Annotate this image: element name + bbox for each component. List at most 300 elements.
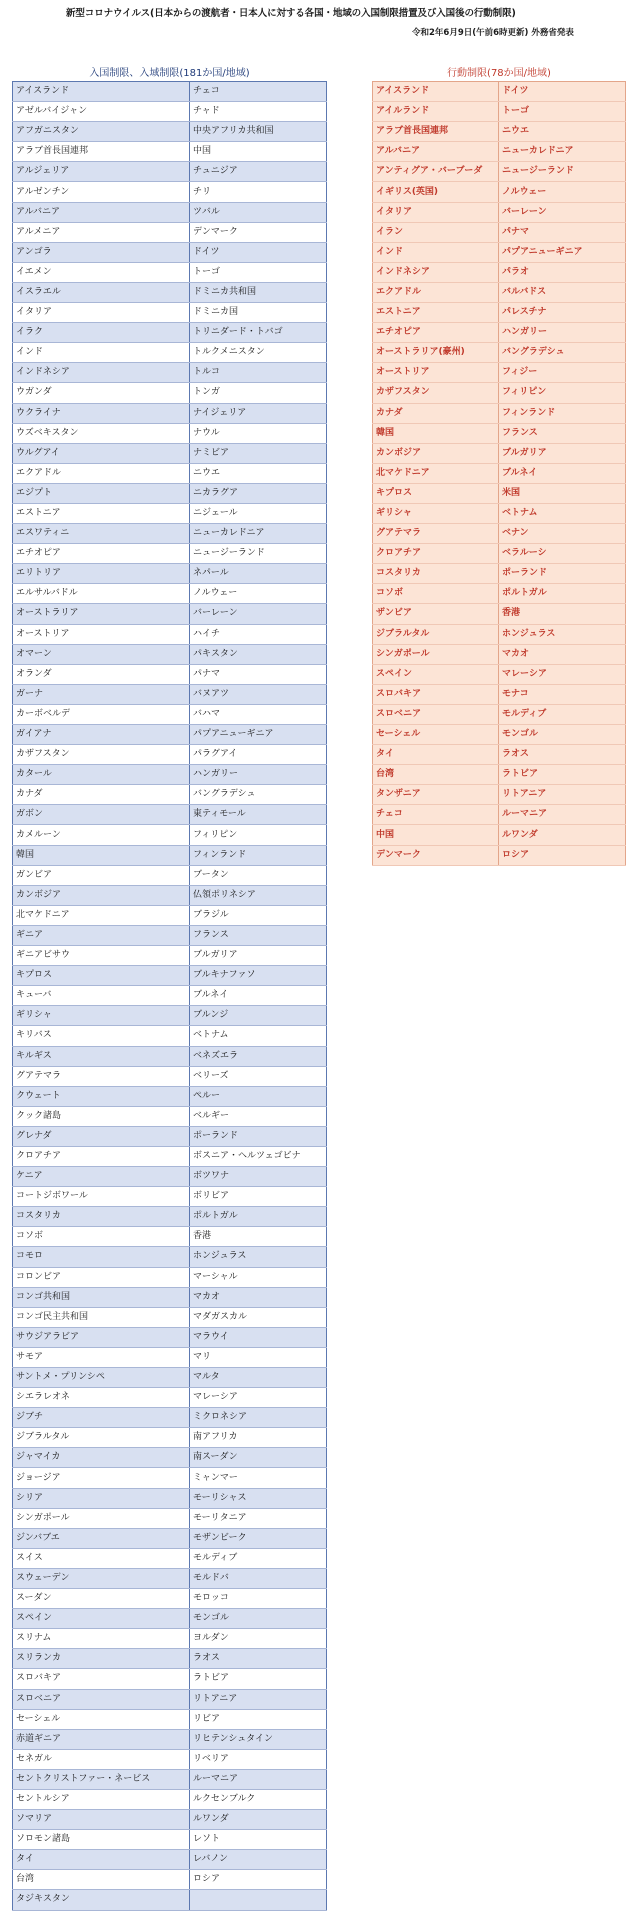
country-cell: デンマーク xyxy=(190,222,327,242)
country-cell: カナダ xyxy=(13,785,190,805)
country-cell: エクアドル xyxy=(13,463,190,483)
table-row xyxy=(13,1428,327,1448)
country-cell: ジョージア xyxy=(13,1468,190,1488)
country-cell: ベルギー xyxy=(190,1106,327,1126)
country-cell: フランス xyxy=(499,423,626,443)
country-cell: モルディブ xyxy=(499,704,626,724)
country-cell: マレーシア xyxy=(499,664,626,684)
table-row xyxy=(13,925,327,945)
table-row xyxy=(373,644,626,664)
country-cell: ルクセンブルク xyxy=(190,1789,327,1809)
country-cell: マダガスカル xyxy=(190,1307,327,1327)
country-cell: モーリシャス xyxy=(190,1488,327,1508)
table-row xyxy=(13,1769,327,1789)
country-cell: ナウル xyxy=(190,423,327,443)
country-cell: リトアニア xyxy=(499,785,626,805)
country-cell: ブータン xyxy=(190,865,327,885)
country-cell: レソト xyxy=(190,1830,327,1850)
table-row xyxy=(13,1568,327,1588)
country-cell: パプアニューギニア xyxy=(499,242,626,262)
country-cell: ソマリア xyxy=(13,1810,190,1830)
country-cell: ベネズエラ xyxy=(190,1046,327,1066)
country-cell: チリ xyxy=(190,182,327,202)
country-cell: ニカラグア xyxy=(190,483,327,503)
country-cell: ブルガリア xyxy=(190,946,327,966)
country-cell: ドイツ xyxy=(499,82,626,102)
table-row xyxy=(373,82,626,102)
country-cell: ロシア xyxy=(499,845,626,865)
table-row xyxy=(373,262,626,282)
country-cell: カーボベルデ xyxy=(13,704,190,724)
table-row xyxy=(13,1287,327,1307)
table-row xyxy=(373,102,626,122)
country-cell: フィジー xyxy=(499,363,626,383)
country-cell: ツバル xyxy=(190,202,327,222)
country-cell: アフガニスタン xyxy=(13,122,190,142)
table-row xyxy=(13,1247,327,1267)
table-row xyxy=(13,1368,327,1388)
country-cell: ブルキナファソ xyxy=(190,966,327,986)
country-cell: クウェート xyxy=(13,1086,190,1106)
country-cell: バーレーン xyxy=(190,604,327,624)
country-cell: リトアニア xyxy=(190,1689,327,1709)
country-cell: ガーナ xyxy=(13,684,190,704)
country-cell: サモア xyxy=(13,1347,190,1367)
table-row xyxy=(13,1609,327,1629)
country-cell: インド xyxy=(373,242,499,262)
table-row xyxy=(13,1126,327,1146)
table-row xyxy=(373,202,626,222)
table-row xyxy=(373,564,626,584)
table-row xyxy=(13,624,327,644)
table-row xyxy=(13,1347,327,1367)
table-row xyxy=(13,1629,327,1649)
country-cell: ザンビア xyxy=(373,604,499,624)
country-cell: キリバス xyxy=(13,1026,190,1046)
table-row xyxy=(13,463,327,483)
country-cell: コソボ xyxy=(13,1227,190,1247)
table-row xyxy=(13,202,327,222)
country-cell: デンマーク xyxy=(373,845,499,865)
table-row xyxy=(373,122,626,142)
table-row xyxy=(13,503,327,523)
country-cell: 北マケドニア xyxy=(373,463,499,483)
country-cell: ジャマイカ xyxy=(13,1448,190,1468)
country-cell: セーシェル xyxy=(373,725,499,745)
country-cell: スイス xyxy=(13,1548,190,1568)
country-cell: ソロモン諸島 xyxy=(13,1830,190,1850)
country-cell: ヨルダン xyxy=(190,1629,327,1649)
country-cell: アルメニア xyxy=(13,222,190,242)
country-cell: ネパール xyxy=(190,564,327,584)
country-cell: 北マケドニア xyxy=(13,905,190,925)
country-cell: シンガポール xyxy=(13,1508,190,1528)
table-row xyxy=(13,242,327,262)
table-row xyxy=(13,102,327,122)
country-cell: セントクリストファー・ネービス xyxy=(13,1769,190,1789)
table-row xyxy=(13,1468,327,1488)
country-cell: マカオ xyxy=(499,644,626,664)
country-cell: ミャンマー xyxy=(190,1468,327,1488)
country-cell: ガボン xyxy=(13,805,190,825)
table-row xyxy=(13,1830,327,1850)
table-row xyxy=(13,805,327,825)
country-cell: ノルウェー xyxy=(499,182,626,202)
table-row xyxy=(13,363,327,383)
table-row xyxy=(13,1709,327,1729)
table-row xyxy=(13,684,327,704)
country-cell: アルバニア xyxy=(373,142,499,162)
country-cell: ジブチ xyxy=(13,1408,190,1428)
country-cell: ニジェール xyxy=(190,503,327,523)
country-cell: ケニア xyxy=(13,1167,190,1187)
table-row xyxy=(373,222,626,242)
country-cell: キプロス xyxy=(373,483,499,503)
table-row xyxy=(13,443,327,463)
country-cell: キューバ xyxy=(13,986,190,1006)
country-cell: モンゴル xyxy=(499,725,626,745)
table-row xyxy=(13,1810,327,1830)
table-row xyxy=(373,684,626,704)
country-cell: パプアニューギニア xyxy=(190,725,327,745)
country-cell: ポーランド xyxy=(190,1126,327,1146)
country-cell: 台湾 xyxy=(373,765,499,785)
country-cell: ベリーズ xyxy=(190,1066,327,1086)
country-cell: スペイン xyxy=(13,1609,190,1629)
table-row xyxy=(373,704,626,724)
table-row xyxy=(13,1327,327,1347)
table-row xyxy=(373,383,626,403)
table-row xyxy=(13,1488,327,1508)
country-cell: スリランカ xyxy=(13,1649,190,1669)
table-row xyxy=(13,1749,327,1769)
country-cell: アラブ首長国連邦 xyxy=(373,122,499,142)
table-row xyxy=(373,805,626,825)
table-row xyxy=(13,745,327,765)
table-row xyxy=(13,1669,327,1689)
country-cell: モンゴル xyxy=(190,1609,327,1629)
country-cell: クロアチア xyxy=(373,544,499,564)
country-cell: タンザニア xyxy=(373,785,499,805)
country-cell: サントメ・プリンシペ xyxy=(13,1368,190,1388)
country-cell: ハンガリー xyxy=(499,323,626,343)
country-cell: エルサルバドル xyxy=(13,584,190,604)
table-row xyxy=(13,403,327,423)
table-row xyxy=(13,845,327,865)
table-row xyxy=(373,363,626,383)
country-cell: エリトリア xyxy=(13,564,190,584)
table-row xyxy=(373,624,626,644)
country-cell: リベリア xyxy=(190,1749,327,1769)
table-row xyxy=(13,905,327,925)
table-row xyxy=(13,584,327,604)
country-cell: ウズベキスタン xyxy=(13,423,190,443)
country-cell: アンゴラ xyxy=(13,242,190,262)
country-cell: グアテマラ xyxy=(373,524,499,544)
country-cell: タイ xyxy=(13,1850,190,1870)
country-cell: イスラエル xyxy=(13,282,190,302)
table-row xyxy=(13,664,327,684)
table-row xyxy=(13,182,327,202)
country-cell: ラオス xyxy=(499,745,626,765)
country-cell: シリア xyxy=(13,1488,190,1508)
country-cell: マレーシア xyxy=(190,1388,327,1408)
table-row xyxy=(13,1187,327,1207)
table-row xyxy=(13,1066,327,1086)
country-cell: ルワンダ xyxy=(190,1810,327,1830)
country-cell: ルワンダ xyxy=(499,825,626,845)
country-cell: エチオピア xyxy=(13,544,190,564)
country-cell: ノルウェー xyxy=(190,584,327,604)
country-cell: ボリビア xyxy=(190,1187,327,1207)
table-row xyxy=(13,1548,327,1568)
country-cell: ラオス xyxy=(190,1649,327,1669)
table-row xyxy=(373,463,626,483)
country-cell: バルバドス xyxy=(499,282,626,302)
country-cell: 香港 xyxy=(499,604,626,624)
country-cell: ニュージーランド xyxy=(499,162,626,182)
country-cell: イラン xyxy=(373,222,499,242)
movement-restrictions-heading: 行動制限(78か国/地域) xyxy=(447,68,551,79)
country-cell: ジブラルタル xyxy=(373,624,499,644)
country-cell: カザフスタン xyxy=(13,745,190,765)
country-cell: レバノン xyxy=(190,1850,327,1870)
country-cell: マカオ xyxy=(190,1287,327,1307)
country-cell: ニウエ xyxy=(190,463,327,483)
table-row xyxy=(373,524,626,544)
table-row xyxy=(13,282,327,302)
country-cell: フランス xyxy=(190,925,327,945)
country-cell: フィンランド xyxy=(190,845,327,865)
table-row xyxy=(373,483,626,503)
table-row xyxy=(13,1528,327,1548)
country-cell: セントルシア xyxy=(13,1789,190,1809)
country-cell: ジブラルタル xyxy=(13,1428,190,1448)
country-cell: ボツワナ xyxy=(190,1167,327,1187)
country-cell: ベラルーシ xyxy=(499,544,626,564)
country-cell: コンゴ民主共和国 xyxy=(13,1307,190,1327)
country-cell: エジプト xyxy=(13,483,190,503)
country-cell: コンゴ共和国 xyxy=(13,1287,190,1307)
country-cell: チェコ xyxy=(373,805,499,825)
table-row xyxy=(13,483,327,503)
country-cell: マラウイ xyxy=(190,1327,327,1347)
table-row xyxy=(13,162,327,182)
table-row xyxy=(13,604,327,624)
country-cell: アイルランド xyxy=(373,102,499,122)
table-row xyxy=(13,1870,327,1890)
country-cell: ブルンジ xyxy=(190,1006,327,1026)
country-cell: アルジェリア xyxy=(13,162,190,182)
table-row xyxy=(13,966,327,986)
country-cell: カタール xyxy=(13,765,190,785)
country-cell: アルバニア xyxy=(13,202,190,222)
table-row xyxy=(13,343,327,363)
country-cell: コスタリカ xyxy=(373,564,499,584)
country-cell: トルクメニスタン xyxy=(190,343,327,363)
country-cell xyxy=(190,1890,327,1910)
country-cell: インド xyxy=(13,343,190,363)
table-row xyxy=(373,343,626,363)
country-cell: ギリシャ xyxy=(373,503,499,523)
table-row xyxy=(13,1046,327,1066)
table-row xyxy=(13,825,327,845)
country-cell: ハイチ xyxy=(190,624,327,644)
table-row xyxy=(13,946,327,966)
country-cell: ベトナム xyxy=(190,1026,327,1046)
country-cell: スペイン xyxy=(373,664,499,684)
country-cell: ラトビア xyxy=(190,1669,327,1689)
country-cell: 米国 xyxy=(499,483,626,503)
table-row xyxy=(13,644,327,664)
country-cell: アンティグア・バーブーダ xyxy=(373,162,499,182)
table-row xyxy=(373,745,626,765)
country-cell: 中国 xyxy=(373,825,499,845)
country-cell: コートジボワール xyxy=(13,1187,190,1207)
country-cell: カザフスタン xyxy=(373,383,499,403)
country-cell: ウルグアイ xyxy=(13,443,190,463)
country-cell: エクアドル xyxy=(373,282,499,302)
table-row xyxy=(13,865,327,885)
country-cell: キプロス xyxy=(13,966,190,986)
country-cell: スロベニア xyxy=(373,704,499,724)
country-cell: ロシア xyxy=(190,1870,327,1890)
table-row xyxy=(13,524,327,544)
table-row xyxy=(13,383,327,403)
country-cell: ルーマニア xyxy=(190,1769,327,1789)
country-cell: 中央アフリカ共和国 xyxy=(190,122,327,142)
table-row xyxy=(13,564,327,584)
country-cell: コロンビア xyxy=(13,1267,190,1287)
country-cell: イタリア xyxy=(13,303,190,323)
table-row xyxy=(13,1789,327,1809)
country-cell: フィンランド xyxy=(499,403,626,423)
country-cell: オマーン xyxy=(13,644,190,664)
country-cell: パレスチナ xyxy=(499,303,626,323)
country-cell: スロバキア xyxy=(373,684,499,704)
country-cell: 韓国 xyxy=(13,845,190,865)
country-cell: 東ティモール xyxy=(190,805,327,825)
table-row xyxy=(373,604,626,624)
table-row xyxy=(373,242,626,262)
country-cell: アイスランド xyxy=(13,82,190,102)
country-cell: パキスタン xyxy=(190,644,327,664)
country-cell: タイ xyxy=(373,745,499,765)
table-row xyxy=(13,1106,327,1126)
country-cell: トルコ xyxy=(190,363,327,383)
entry-restrictions-table xyxy=(12,81,327,1911)
table-row xyxy=(373,725,626,745)
table-row xyxy=(13,765,327,785)
country-cell: ドミニカ国 xyxy=(190,303,327,323)
country-cell: カンボジア xyxy=(13,885,190,905)
country-cell: トーゴ xyxy=(499,102,626,122)
country-cell: パナマ xyxy=(499,222,626,242)
country-cell: 南アフリカ xyxy=(190,1428,327,1448)
country-cell: ギニア xyxy=(13,925,190,945)
country-cell: ジンバブエ xyxy=(13,1528,190,1548)
table-row xyxy=(13,1026,327,1046)
table-row xyxy=(13,1649,327,1669)
country-cell: シエラレオネ xyxy=(13,1388,190,1408)
table-row xyxy=(13,122,327,142)
country-cell: フィリピン xyxy=(190,825,327,845)
country-cell: エストニア xyxy=(373,303,499,323)
table-row xyxy=(13,1267,327,1287)
country-cell: トンガ xyxy=(190,383,327,403)
country-cell: コモロ xyxy=(13,1247,190,1267)
country-cell: マルタ xyxy=(190,1368,327,1388)
country-cell: エチオピア xyxy=(373,323,499,343)
table-row xyxy=(13,303,327,323)
country-cell: フィリピン xyxy=(499,383,626,403)
country-cell: スロベニア xyxy=(13,1689,190,1709)
country-cell: アラブ首長国連邦 xyxy=(13,142,190,162)
table-row xyxy=(13,704,327,724)
country-cell: ウクライナ xyxy=(13,403,190,423)
country-cell: コスタリカ xyxy=(13,1207,190,1227)
country-cell: ガンビア xyxy=(13,865,190,885)
table-row xyxy=(373,303,626,323)
table-row xyxy=(13,1689,327,1709)
country-cell: スウェーデン xyxy=(13,1568,190,1588)
country-cell: ナイジェリア xyxy=(190,403,327,423)
table-row xyxy=(373,845,626,865)
table-row xyxy=(13,82,327,102)
country-cell: オランダ xyxy=(13,664,190,684)
table-row xyxy=(373,323,626,343)
country-cell: カンボジア xyxy=(373,443,499,463)
country-cell: キルギス xyxy=(13,1046,190,1066)
country-cell: ハンガリー xyxy=(190,765,327,785)
country-cell: イギリス(英国) xyxy=(373,182,499,202)
country-cell: モロッコ xyxy=(190,1589,327,1609)
country-cell: イラク xyxy=(13,323,190,343)
country-cell: ミクロネシア xyxy=(190,1408,327,1428)
table-row xyxy=(373,182,626,202)
country-cell: コソボ xyxy=(373,584,499,604)
country-cell: パラグアイ xyxy=(190,745,327,765)
country-cell: 仏領ポリネシア xyxy=(190,885,327,905)
country-cell: ドイツ xyxy=(190,242,327,262)
table-row xyxy=(13,1167,327,1187)
country-cell: チャド xyxy=(190,102,327,122)
country-cell: 台湾 xyxy=(13,1870,190,1890)
country-cell: 赤道ギニア xyxy=(13,1729,190,1749)
table-row xyxy=(13,1589,327,1609)
country-cell: モーリタニア xyxy=(190,1508,327,1528)
country-cell: アルゼンチン xyxy=(13,182,190,202)
country-cell: モナコ xyxy=(499,684,626,704)
country-cell: ホンジュラス xyxy=(190,1247,327,1267)
country-cell: クロアチア xyxy=(13,1146,190,1166)
table-row xyxy=(373,282,626,302)
table-row xyxy=(13,986,327,1006)
country-cell: ブルネイ xyxy=(499,463,626,483)
table-row xyxy=(13,1227,327,1247)
country-cell: タジキスタン xyxy=(13,1890,190,1910)
table-row xyxy=(373,664,626,684)
country-cell: ニュージーランド xyxy=(190,544,327,564)
table-row xyxy=(373,423,626,443)
table-row xyxy=(13,1006,327,1026)
country-cell: エスワティニ xyxy=(13,524,190,544)
table-row xyxy=(13,544,327,564)
country-cell: ギリシャ xyxy=(13,1006,190,1026)
table-row xyxy=(13,725,327,745)
country-cell: バヌアツ xyxy=(190,684,327,704)
table-row xyxy=(13,1388,327,1408)
